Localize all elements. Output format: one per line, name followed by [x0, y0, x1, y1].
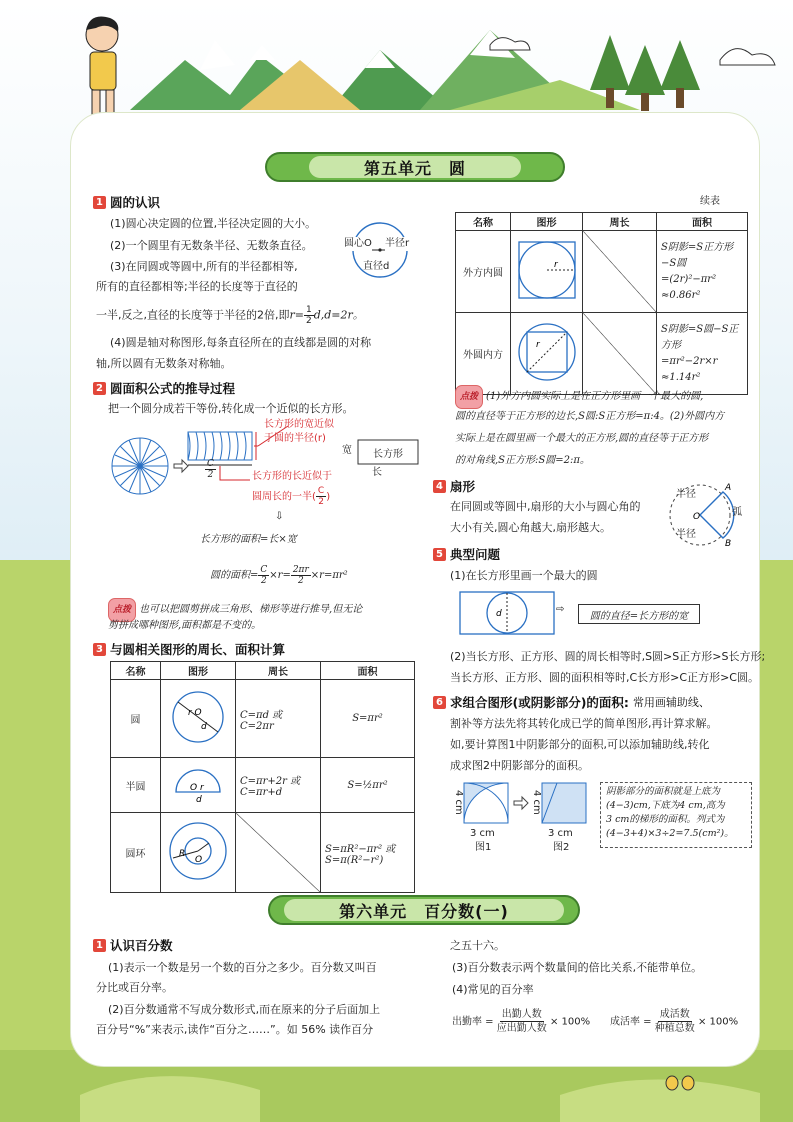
svg-text:d: d: [496, 609, 502, 619]
row-circle-name: 圆: [111, 680, 161, 758]
section5-title: 典型问题: [450, 547, 501, 562]
diameter-equals-width: 圆的直径=长方形的宽: [578, 604, 700, 624]
row-square-circle: 外方内圆: [456, 231, 511, 313]
fig1-height: 4 cm: [453, 790, 464, 815]
row-ring-name: 圆环: [111, 813, 161, 893]
s4-p1: 在同圆或等圆中,扇形的大小与圆心角的: [450, 500, 641, 513]
section1-number: 1: [93, 196, 106, 209]
section5-heading: 5 典型问题: [433, 545, 500, 563]
fig-radius-label: 半径r: [385, 238, 410, 249]
note2a: 长方形的长近似于: [252, 471, 332, 482]
u6-r2: (3)百分数表示两个数量间的倍比关系,不能带单位。: [452, 961, 703, 974]
cont-tip2: 圆的直径等于正方形的边长,S圆:S正方形=π:4。(2)外圆内方: [455, 411, 725, 422]
s1-p3c: 一半,反之,直径的长度等于半径的2倍,即r= $\frac{1}{2}$ d,d=2r。: [96, 305, 364, 326]
rect-circle-figure: [458, 590, 558, 638]
s5-p2a: (2)当长方形、正方形、圆的周长相等时,S圆>S正方形>S长方形;: [450, 650, 766, 663]
svg-text:r: r: [535, 340, 540, 350]
s1-p3b: 所有的直径都相等;半径的长度等于直径的: [96, 280, 298, 293]
chang-label: 长: [372, 467, 382, 478]
right-arrow-icon: ⇨: [556, 604, 565, 615]
unit6-banner: [268, 895, 580, 925]
svg-text:r: r: [553, 260, 558, 270]
s5-p2b: 当长方形、正方形、圆的面积相等时,C长方形>C正方形>C圆。: [450, 671, 759, 684]
section2-heading: 2 圆面积公式的推导过程: [93, 379, 235, 397]
down-arrow-icon: ⇩: [275, 511, 284, 522]
svg-text:O: O: [693, 512, 701, 522]
ring-shape: [165, 818, 231, 884]
section6-title: 求组合图形(或阴影部分)的面积:: [450, 695, 629, 710]
svg-text:O: O: [195, 855, 203, 865]
s2-tip: 点拨 也可以把圆剪拼成三角形、梯形等进行推导,但无论: [108, 598, 362, 622]
u6-r1: 之五十六。: [450, 939, 505, 952]
section4-heading: 4 扇形: [433, 477, 475, 495]
s5-p1: (1)在长方形里画一个最大的圆: [450, 569, 598, 582]
fig1-label: 图1: [475, 842, 492, 853]
s1-p4a: (4)圆是轴对称图形,每条直径所在的直线都是圆的对称: [110, 336, 372, 349]
row-circle-square: 外圆内方: [456, 313, 511, 395]
rect-label: 长方形: [373, 448, 403, 460]
svg-text:A: A: [725, 483, 732, 493]
kuan-label: 宽: [342, 445, 352, 456]
cont-tip4: 的对角线,S正方形:S圆=2:π。: [455, 455, 590, 466]
s2-tip2: 剪拼成哪种图形,面积都是不变的。: [108, 620, 262, 631]
unit5-banner: [265, 152, 565, 182]
sector-radius2: 半径: [676, 529, 696, 540]
fig2-label: 图2: [553, 842, 570, 853]
survival-rate-formula: 成活率 = $\frac{\text{成活数}}{\text{种植总数}}$ × 100%: [610, 1009, 739, 1034]
fig2-width: 3 cm: [548, 828, 573, 839]
svg-text:R: R: [179, 849, 186, 859]
svg-text:d: d: [196, 794, 202, 804]
s6-p2: 如,要计算图1中阴影部分的面积,可以添加辅助线,转化: [450, 738, 710, 751]
section6-heading: 6 求组合图形(或阴影部分)的面积: 常用画辅助线、: [433, 693, 710, 711]
unit6-title: 第六单元 百分数(一): [284, 899, 564, 921]
explanation-box: 阴影部分的面积就是上底为 (4−3)cm,下底为4 cm,高为 3 cm的梯形的面积。列式为 (4−3+4)×3÷2=7.5(cm²)。: [600, 782, 752, 848]
u6-p1: (1)表示一个数是另一个数的百分之多少。百分数又叫百: [108, 961, 377, 974]
unit5-title: 第五单元 圆: [309, 156, 521, 178]
composite-figures: [452, 777, 602, 835]
u6-p2: 分比或百分率。: [96, 981, 173, 994]
u6-section1-title: 认识百分数: [110, 938, 173, 953]
sector-arc: 弧: [732, 507, 742, 518]
continued-label: 续表: [700, 196, 720, 207]
u6-r3: (4)常见的百分率: [452, 983, 534, 996]
fig-center-label: 圆心O: [344, 238, 372, 249]
s1-p1: (1)圆心决定圆的位置,半径决定圆的大小。: [110, 217, 317, 230]
u6-p3: (2)百分数通常不写成分数形式,而在原来的分子后面加上: [108, 1003, 381, 1016]
svg-text:d: d: [201, 722, 207, 732]
fig-diameter-label: 直径d: [363, 261, 390, 272]
section1-heading: [93, 193, 160, 211]
svg-text:r O: r O: [188, 708, 202, 718]
section4-title: 扇形: [450, 479, 476, 494]
note1b: 于圆的半径(r): [264, 433, 326, 444]
section1-title: 圆的认识: [110, 195, 161, 210]
s1-p2: (2)一个圆里有无数条半径、无数条直径。: [110, 239, 313, 252]
s4-p2: 大小有关,圆心角越大,扇形越大。: [450, 521, 611, 534]
s2-p1: 把一个圆分成若干等份,转化成一个近似的长方形。: [108, 402, 354, 415]
s6-p1: 割补等方法先将其转化成已学的简单图形,再计算求解。: [450, 717, 718, 730]
c-over-2: $\frac{C}{2}$: [207, 459, 214, 480]
note1a: 长方形的宽近似: [264, 419, 334, 430]
svg-text:O r: O r: [190, 782, 204, 793]
semicircle-shape: [168, 764, 228, 804]
cont-tip1: 点拨 (1)外方内圆实际上是在正方形里画一个最大的圆,: [455, 385, 703, 409]
row-semicircle-name: 半圆: [111, 758, 161, 813]
formula2: 圆的面积= $\frac{C}{2}$ ×r= $\frac{2\pi r}{2}$ ×r=πr²: [210, 565, 348, 586]
section2-title: 圆面积公式的推导过程: [110, 381, 236, 396]
note2b: 圆周长的一半( $\frac{C}{2}$ ): [252, 486, 331, 507]
circle-formula-table: 名称 图形 周长 面积 圆 r O d C=πd 或 C=2πr S=πr² 半圆 O r d C=πr+2r 或 C=πr+d S=½πr² 圆环 R O S=πR²−πr² 或 S=π(R²−r²): [110, 661, 415, 893]
s1-p3a: (3)在同圆或等圆中,所有的半径都相等,: [110, 260, 298, 273]
fig1-width: 3 cm: [470, 828, 495, 839]
circle-shape: [168, 687, 228, 747]
fig2-height: 4 cm: [531, 790, 542, 815]
sector-radius1: 半径: [676, 489, 696, 500]
section3-title: 与圆相关图形的周长、面积计算: [110, 642, 286, 657]
formula1: 长方形的面积=长×宽: [200, 534, 297, 545]
s6-p3: 成求图2中阴影部分的面积。: [450, 759, 589, 772]
section3-heading: 3 与圆相关图形的周长、面积计算: [93, 640, 285, 658]
svg-text:B: B: [725, 539, 732, 549]
s1-p4b: 轴,所以圆有无数条对称轴。: [96, 357, 232, 370]
cont-tip3: 实际上是在圆里画一个最大的正方形,圆的直径等于正方形: [455, 433, 709, 444]
u6-p4: 百分号“%”来表示,读作“百分之……”。如 56% 读作百分: [96, 1023, 374, 1036]
bottom-grass-decoration: [0, 1055, 793, 1122]
continued-table: 名称 图形 周长 面积 外方内圆 r S阴影=S正方形−S圆 =(2r)²−πr² ≈0.86r² 外圆内方 r S阴影=S圆−S正方形 =πr²−2r×r ≈1.14r²: [455, 212, 748, 395]
attendance-rate-formula: 出勤率 = $\frac{\text{出勤人数}}{\text{应出勤人数}}$ × 100%: [452, 1009, 591, 1034]
u6-section1-heading: 1 认识百分数: [93, 936, 173, 954]
